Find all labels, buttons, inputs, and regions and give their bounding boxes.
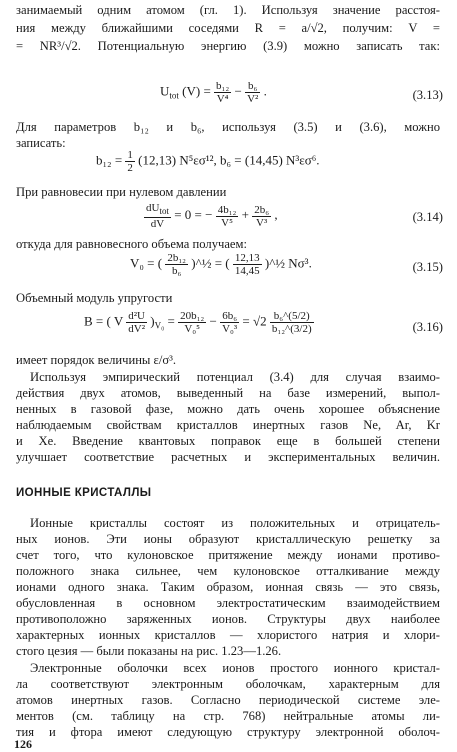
text-line: противоположно заряженных ионов. Структуры двух наиболее (16, 612, 440, 626)
text-line: Объемный модуль упругости (16, 291, 173, 305)
text-line: Используя эмпирический потенциал (3.4) для случая взаимо- (30, 370, 440, 384)
text-line: = NR³/√2. Потенциальную энергию (3.9) можно записать так: (16, 39, 440, 53)
text-line: обусловленная в основном электростатическим взаимодействием (16, 596, 440, 610)
text-line: Ионные кристаллы состоят из положительных и отрицатель- (30, 516, 440, 530)
text-line: записать: (16, 136, 66, 150)
equation-b-params: b₁₂ = $\frac{1}{2}$ (12,13) N⁵εσ¹², b₆ = (14,45) N³εσ⁶. (96, 149, 320, 174)
equation-number: (3.13) (412, 88, 443, 102)
text-line: откуда для равновесного объема получаем: (16, 237, 247, 251)
equation-number: (3.14) (412, 210, 443, 224)
text-line: имеет порядок величины ε/σ³. (16, 353, 177, 367)
equation-3-13: $U_{tot}$ (V) = $\frac{\text{b₁₂}}{\text{V⁴}}$ − $\frac{\text{b₆}}{\text{V²}}$ . (160, 80, 267, 105)
text-line: занимаемый одним атомом (гл. 1). Используя значение расстоя- (16, 3, 440, 17)
text-line: ментов (см. таблицу на стр. 768) нейтральные атомы ли- (16, 709, 440, 723)
text-line: положного знака сильнее, чем кулоновское отталкивание между (16, 564, 440, 578)
equation-3-14: $\frac{dU_{tot}}{dV}$ = 0 = − $\frac{\text{4b₁₂}}{\text{V⁵}}$ + $\frac{\text{2b₆}}{\text{V³}}$ , (146, 202, 278, 230)
section-title: ИОННЫЕ КРИСТАЛЛЫ (16, 487, 152, 499)
text-line: ния между ближайшими соседями R = a/√2, получим: V = (16, 21, 440, 35)
equation-3-15: V₀ = ( $\frac{\text{2b₁₂}}{\text{b₆}}$ )^½ = ( $\frac{12,13}{14,45}$ )^½ Nσ³. (130, 252, 312, 277)
text-line: ных ионов. Эти ионы образуют кристаллическую решетку за (16, 532, 440, 546)
text-line: тия и фтора имеют следующую структуру электронной оболоч- (16, 725, 440, 739)
text-line: характерных ионных кристаллов — хлористого натрия и хлори- (16, 628, 440, 642)
text-line: ненных в газовой фазе, можно дать очень хорошее объяснение (16, 402, 440, 416)
text-line: ла соответствуют электронным оболочкам, характерным для (16, 677, 440, 691)
text-line: улучшает соответствие расчетных и экспериментальных величин. (16, 450, 440, 464)
text-line: ионами одного знака. Таким образом, ионная связь — это связь, (16, 580, 440, 594)
equation-number: (3.16) (412, 320, 443, 334)
text-line: и Xe. Введение квантовых поправок еще в большей степени (16, 434, 440, 448)
text-line: счет того, что кулоновское притяжение между ионами противо- (16, 548, 440, 562)
text-line: При равновесии при нулевом давлении (16, 185, 227, 199)
text-line: Электронные оболочки всех ионов простого ионного кристал- (30, 661, 440, 675)
text-line: Для параметров b₁₂ и b₆, используя (3.5) и (3.6), можно (16, 120, 440, 134)
text-line: атомов инертных газов. Согласно периодической системе эле- (16, 693, 440, 707)
text-line: действия двух атомов, выведенный на базе измерений, выпол- (16, 386, 440, 400)
page-number: 126 (14, 737, 32, 751)
text-line: стого цезия — были показаны на рис. 1.23—1.26. (16, 644, 282, 658)
text-line: наблюдаемым свойствам кристаллов инертных газов Ne, Ar, Kr (16, 418, 440, 432)
equation-3-16: B = ( V $\frac{\text{d²U}}{\text{dV²}}$ )$_{V_0}$ = $\frac{\text{20b₁₂}}{\text{V₀⁵}}$ − $\frac{\text{6b₆}}{\text{V₀³}}$ = √2 $\frac{\text{b₆\textasciicircum{}(5/2)}}{\text{b₁₂\textasciicircum{}(3/2)}}$ (84, 310, 312, 335)
equation-number: (3.15) (412, 260, 443, 274)
